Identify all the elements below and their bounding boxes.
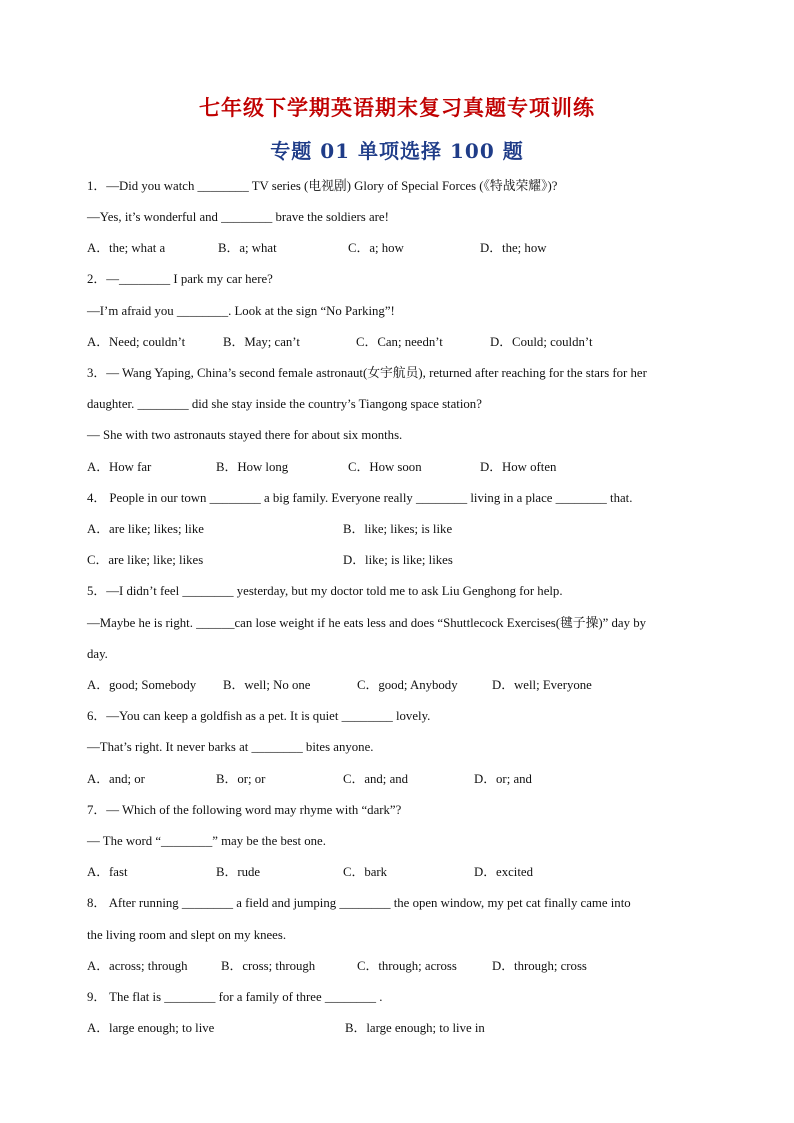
question-2-line-2: —I’m afraid you ________. Look at the sign “No Parking”! [87,304,395,318]
question-1-option-c: C．a; how [348,241,404,255]
question-7-line-1: 7．— Which of the following word may rhyme with “dark”? [87,803,402,817]
question-3-line-1: 3．— Wang Yaping, China’s second female astronaut(女宇航员), returned after reaching for the stars for her [87,366,647,380]
question-5-line-1: 5．—I didn’t feel ________ yesterday, but my doctor told me to ask Liu Genghong for help. [87,584,563,598]
question-3-line-3: — She with two astronauts stayed there for about six months. [87,428,403,442]
question-6-option-a: A．and; or [87,772,145,786]
question-3-option-a: A．How far [87,460,152,474]
question-8-option-d: D．through; cross [492,959,587,973]
question-4-option-d: D．like; is like; likes [343,553,453,567]
question-6-option-c: C．and; and [343,772,409,786]
question-8-line-2: the living room and slept on my knees. [87,928,287,942]
question-9-option-b: B．large enough; to live in [345,1021,485,1035]
question-4-line-1: 4． People in our town ________ a big family. Everyone really ________ living in a place ________ that. [87,491,633,505]
question-5-line-2: —Maybe he is right. ______can lose weight if he eats less and does “Shuttlecock Exercises(毽子操)” day by [87,616,647,630]
question-7-option-c: C．bark [343,865,388,879]
question-7-option-d: D．excited [474,865,533,879]
question-2-line-1: 2．—________ I park my car here? [87,272,273,286]
question-5-option-b: B．well; No one [223,678,311,692]
question-9-line-1: 9． The flat is ________ for a family of three ________ . [87,990,383,1004]
question-6-option-d: D．or; and [474,772,532,786]
question-7-option-a: A．fast [87,865,128,879]
question-1-option-a: A．the; what a [87,241,166,255]
document-subtitle: 专题 01 单项选择 100 题 [270,139,524,163]
question-9-option-a: A．large enough; to live [87,1021,215,1035]
question-3-option-b: B．How long [216,460,289,474]
question-1-option-b: B．a; what [218,241,277,255]
question-4-option-a: A．are like; likes; like [87,522,204,536]
question-8-option-b: B．cross; through [221,959,316,973]
question-3-option-d: D．How often [480,460,557,474]
document-title: 七年级下学期英语期末复习真题专项训练 [199,95,595,120]
question-4-option-b: B．like; likes; is like [343,522,453,536]
question-2-option-a: A．Need; couldn’t [87,335,186,349]
question-2-option-b: B．May; can’t [223,335,300,349]
question-6-line-1: 6．—You can keep a goldfish as a pet. It is quiet ________ lovely. [87,709,431,723]
question-8-option-a: A．across; through [87,959,188,973]
question-7-option-b: B．rude [216,865,261,879]
question-3-option-c: C．How soon [348,460,422,474]
question-3-line-2: daughter. ________ did she stay inside the country’s Tiangong space station? [87,397,482,411]
question-5-option-a: A．good; Somebody [87,678,197,692]
question-8-option-c: C．through; across [357,959,457,973]
question-8-line-1: 8． After running ________ a field and jumping ________ the open window, my pet cat finally came into [87,896,631,910]
question-6-line-2: —That’s right. It never barks at ________ bites anyone. [87,740,374,754]
question-7-line-2: — The word “________” may be the best one. [87,834,326,848]
question-5-option-c: C．good; Anybody [357,678,458,692]
question-2-option-d: D．Could; couldn’t [490,335,593,349]
question-5-line-3: day. [87,647,108,661]
question-1-line-2: —Yes, it’s wonderful and ________ brave the soldiers are! [87,210,389,224]
question-6-option-b: B．or; or [216,772,266,786]
question-1-option-d: D．the; how [480,241,547,255]
question-5-option-d: D．well; Everyone [492,678,592,692]
question-2-option-c: C．Can; needn’t [356,335,443,349]
question-1-line-1: 1．—Did you watch ________ TV series (电视剧) Glory of Special Forces (《特战荣耀》)? [87,179,558,193]
question-4-option-c: C．are like; like; likes [87,553,204,567]
